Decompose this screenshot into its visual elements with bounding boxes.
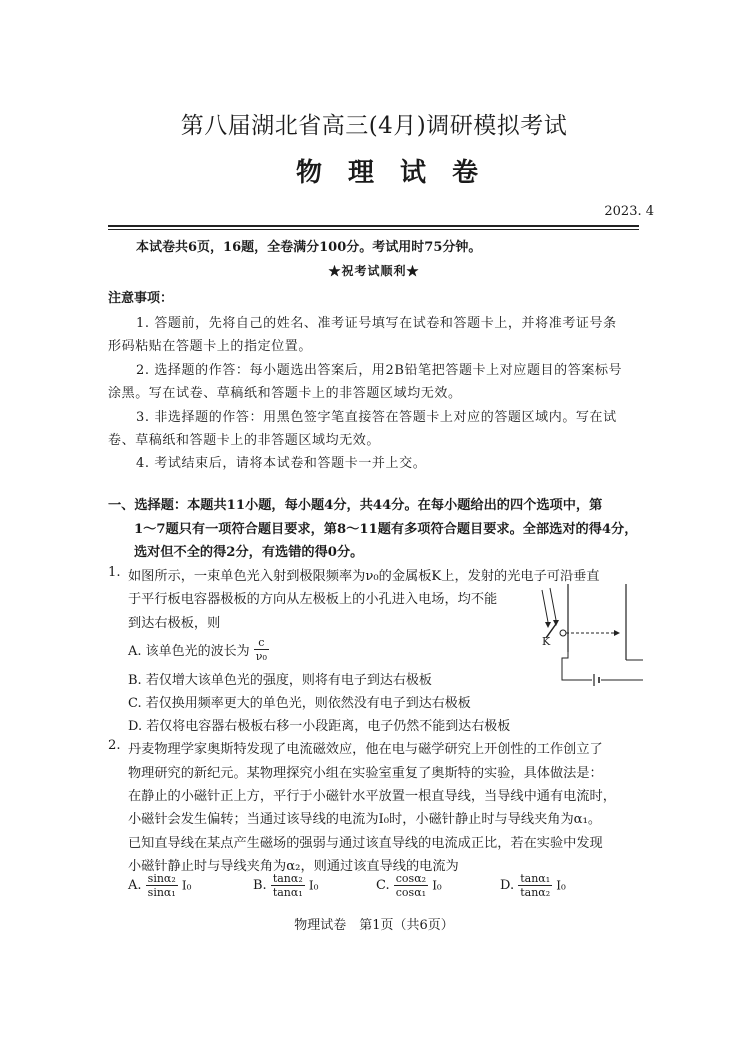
option-tail: I₀ [556,878,566,893]
question-text: 到达右极板，则 [128,616,221,631]
notice-line: 形码粘贴在答题卡上的指定位置。 [108,339,313,354]
light-ray [542,590,548,622]
question-text: 在静止的小磁针正上方，平行于小磁针水平放置一根直导线，当导线中通有电流时， [128,789,616,804]
fraction-denominator: ν₀ [255,650,267,663]
question-text: 已知直导线在某点产生磁场的强弱与通过该直导线的电流成正比，若在实验中发现 [128,836,603,851]
option-a [128,636,269,663]
question-text: 小磁针静止时与导线夹角为α₂，则通过该直导线的电流为 [128,859,459,874]
option-b [253,872,318,899]
fraction-denominator: tanα₁ [272,886,303,899]
option-a [128,872,191,899]
photoelectric-circuit-figure [528,582,643,688]
section-heading: 选对但不全的得2分，有选错的得0分。 [134,545,364,560]
option-tail: I₀ [432,878,442,893]
option-d [500,872,566,899]
question-text: 丹麦物理学家奥斯特发现了电流磁效应，他在电与磁学研究上开创性的工作创立了 [128,742,603,757]
exam-title: 第八届湖北省高三(4月)调研模拟考试 [180,113,568,139]
plate-k-label: K [542,635,551,648]
fraction-numerator: tanα₁ [520,872,551,885]
page-footer: 物理试卷 第1页（共6页） [294,918,454,933]
question-text: 如图所示，一束单色光入射到极限频率为ν₀的金属板K上，发射的光电子可沿垂直 [128,569,600,584]
blessing: ★祝考试顺利★ [328,264,420,278]
option-b: B. 若仅增大该单色光的强度，则将有电子到达右极板 [128,673,432,688]
option-label: B. [253,878,267,893]
question-number: 2. [108,738,121,753]
notice-line: 1. 答题前，先将自己的姓名、准考证号填写在试卷和答题卡上，并将准考证号条 [136,316,617,331]
notice-heading: 注意事项： [108,291,174,306]
hole-marker [560,630,566,636]
fraction [254,636,269,663]
option-tail: I₀ [181,878,192,893]
option-tail: I₀ [308,878,319,893]
section-heading: 1～7题只有一项符合题目要求，第8～11题有多项符合题目要求。全部选对的得4分， [134,522,638,537]
notice-line: 3. 非选择题的作答：用黑色签字笔直接答在答题卡上对应的答题区域内。写在试 [136,410,617,425]
intro-line: 本试卷共6页，16题，全卷满分100分。考试用时75分钟。 [136,240,482,255]
option-c [376,872,442,899]
fraction [518,872,552,899]
light-ray [550,588,556,620]
question-text: 小磁针会发生偏转；当通过该导线的电流为I₀时，小磁针静止时与导线夹角为α₁。 [128,812,602,827]
exam-date: 2023. 4 [604,204,654,219]
notice-line: 4. 考试结束后，请将本试卷和答题卡一并上交。 [136,456,427,471]
top-rule-thick [108,225,639,227]
light-ray-arrow [545,622,551,628]
fraction-denominator: tanα₂ [520,886,551,899]
question-text: 物理研究的新纪元。某物理探究小组在实验室重复了奥斯特的实验，具体做法是： [128,766,603,781]
fraction-numerator: cosα₂ [395,872,427,885]
option-label: D. [500,878,515,893]
fraction-numerator: c [254,636,269,650]
top-rule-thin [108,229,639,230]
fraction [146,872,178,899]
question-number: 1. [108,565,121,580]
section-heading: 一、选择题：本题共11小题，每小题4分，共44分。在每小题给出的四个选项中，第 [108,498,603,513]
fraction-denominator: cosα₁ [395,886,427,899]
electron-arrow [614,630,620,636]
notice-line: 卷、草稿纸和答题卡上的非答题区域均无效。 [108,433,381,448]
exam-subtitle: 物理试卷 [295,158,504,188]
fraction [394,872,428,899]
fraction-numerator: sinα₂ [147,872,176,885]
notice-line: 2. 选择题的作答：每小题选出答案后，用2B铅笔把答题卡上对应题目的答案标号 [136,363,623,378]
notice-line: 涂黑。写在试卷、草稿纸和答题卡上的非答题区域均无效。 [108,386,462,401]
fraction-denominator: sinα₁ [147,886,176,899]
wire [562,652,592,680]
option-label: A. [128,878,142,893]
option-label: C. [376,878,390,893]
option-d: D. 若仅将电容器右极板右移一小段距离，电子仍然不能到达右极板 [128,719,511,734]
option-c: C. 若仅换用频率更大的单色光，则依然没有电子到达右极板 [128,696,471,711]
fraction [271,872,305,899]
option-a-label: A. 该单色光的波长为 [128,644,250,659]
fraction-numerator: tanα₂ [272,872,303,885]
question-text: 于平行板电容器极板的方向从左极板上的小孔进入电场，均不能 [128,592,498,607]
